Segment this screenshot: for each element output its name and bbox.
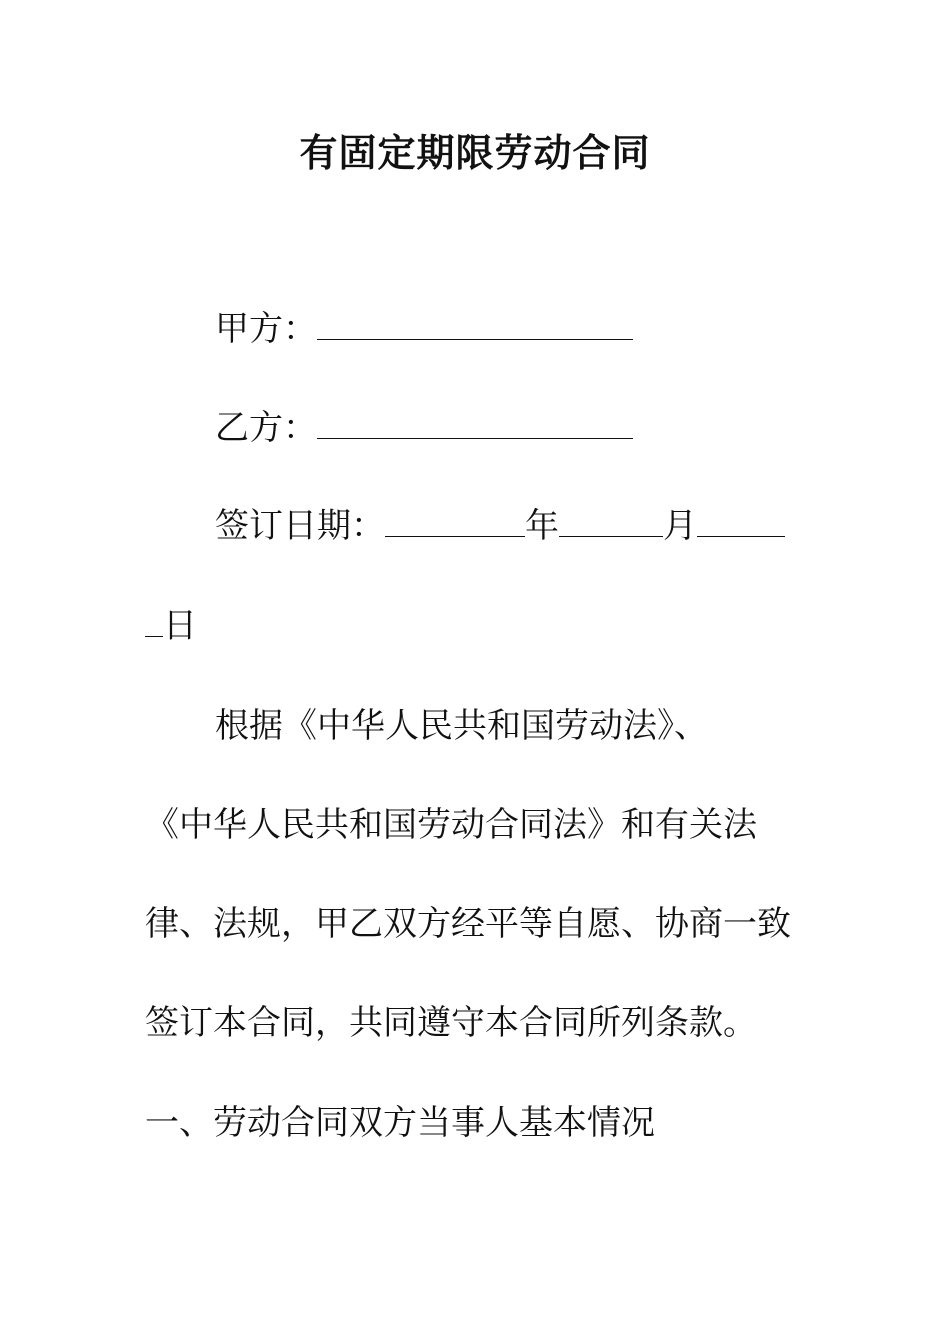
party-a-blank[interactable] <box>317 309 633 340</box>
sign-date-line-continued <box>145 603 197 649</box>
sign-date-line <box>215 503 785 549</box>
day-label: 日 <box>163 606 197 646</box>
day-blank-part2[interactable] <box>145 606 163 637</box>
party-a-line <box>215 306 633 352</box>
month-blank[interactable] <box>559 506 663 537</box>
preamble-line-1: 根据《中华人民共和国劳动法》、 <box>215 706 708 746</box>
preamble-line-3: 律、法规，甲乙双方经平等自愿、协商一致 <box>145 904 791 944</box>
document-title: 有固定期限劳动合同 <box>299 130 651 175</box>
sign-date-label: 签订日期： <box>215 506 385 546</box>
party-b-line <box>215 405 633 451</box>
party-b-label: 乙方： <box>215 408 317 448</box>
preamble-line-4: 签订本合同，共同遵守本合同所列条款。 <box>145 1003 757 1043</box>
year-blank[interactable] <box>385 506 525 537</box>
month-label: 月 <box>663 506 697 546</box>
day-blank-part1[interactable] <box>697 506 785 537</box>
section-1-heading: 一、劳动合同双方当事人基本情况 <box>145 1103 655 1143</box>
preamble-line-2: 《中华人民共和国劳动合同法》和有关法 <box>145 805 757 845</box>
party-a-label: 甲方： <box>215 309 317 349</box>
party-b-blank[interactable] <box>317 408 633 439</box>
year-label: 年 <box>525 506 559 546</box>
